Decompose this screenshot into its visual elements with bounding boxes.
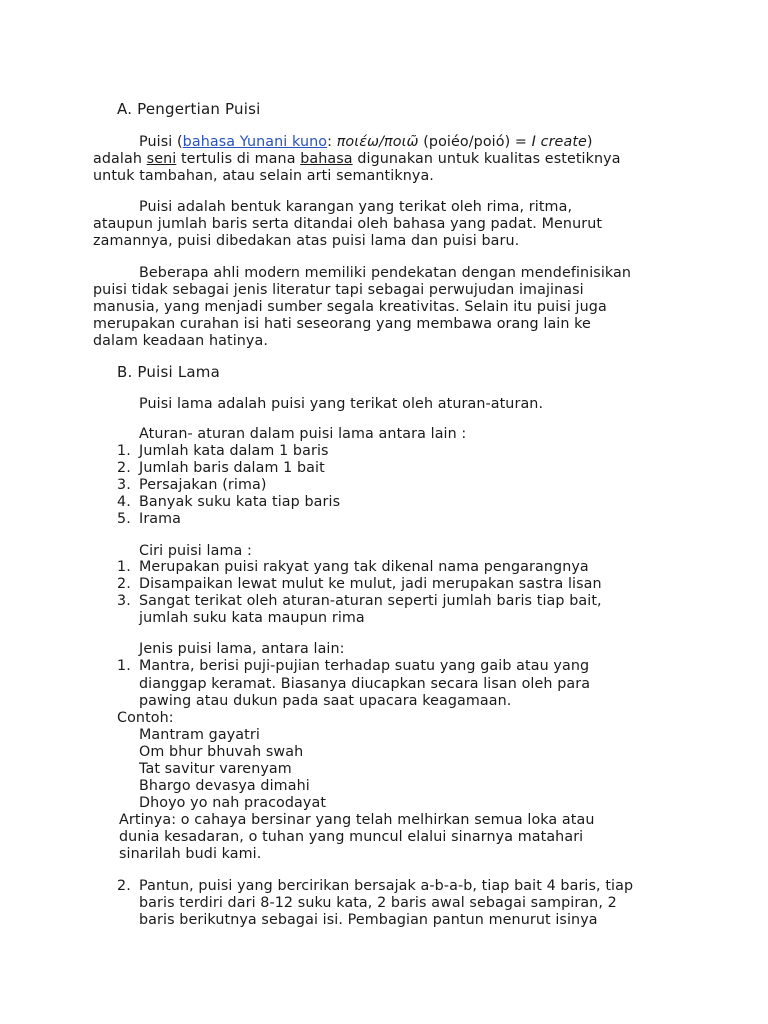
trait-item: Sangat terikat oleh aturan-aturan seperti jumlah baris tiap bait,: [139, 593, 602, 609]
list-number: 3.: [117, 477, 131, 493]
rules-title: Aturan- aturan dalam puisi lama antara lain :: [139, 426, 467, 442]
paragraph-2-line-3: zamannya, puisi dibedakan atas puisi lama dan puisi baru.: [93, 233, 520, 249]
rule-item: Persajakan (rima): [139, 477, 267, 493]
type-pantun-line-2: baris terdiri dari 8-12 suku kata, 2 baris awal sebagai sampiran, 2: [139, 895, 617, 911]
paragraph-3-line-3: manusia, yang menjadi sumber segala kreativitas. Selain itu puisi juga: [93, 299, 607, 315]
paragraph-1-line-3: untuk tambahan, atau selain arti semantiknya.: [93, 168, 434, 184]
type-pantun-line-1: Pantun, puisi yang bercirikan bersajak a-b-a-b, tiap bait 4 baris, tiap: [139, 878, 634, 894]
example-line: Om bhur bhuvah swah: [139, 744, 304, 760]
trait-item: Merupakan puisi rakyat yang tak dikenal nama pengarangnya: [139, 559, 589, 575]
text: ): [586, 134, 593, 150]
list-number: 3.: [117, 593, 131, 609]
rule-item: Jumlah kata dalam 1 baris: [139, 443, 329, 459]
paragraph-1-line-2: [93, 151, 621, 168]
rule-item: Jumlah baris dalam 1 bait: [139, 460, 325, 476]
example-line: Bhargo devasya dimahi: [139, 778, 310, 794]
type-pantun-line-3: baris berikutnya sebagai isi. Pembagian pantun menurut isinya: [139, 912, 598, 928]
paragraph-2-line-1: Puisi adalah bentuk karangan yang terikat oleh rima, ritma,: [139, 199, 573, 215]
types-title: Jenis puisi lama, antara lain:: [139, 641, 345, 657]
rule-item: Irama: [139, 511, 182, 527]
heading-puisi-lama: B. Puisi Lama: [117, 363, 220, 381]
list-number: 2.: [117, 576, 131, 592]
meaning-line-3: sinarilah budi kami.: [119, 846, 262, 862]
list-number: 2.: [117, 878, 131, 894]
list-number: 1.: [117, 658, 131, 674]
link-bahasa-yunani-kuno[interactable]: bahasa Yunani kuno: [182, 134, 328, 150]
text: :: [327, 134, 337, 150]
example-label: Contoh:: [117, 710, 174, 726]
type-mantra-line-1: Mantra, berisi puji-pujian terhadap suatu yang gaib atau yang: [139, 658, 590, 674]
text: (poiéo/poió) =: [418, 134, 532, 150]
list-number: 2.: [117, 460, 131, 476]
paragraph-1-line-1: [139, 134, 593, 151]
paragraph-3-line-1: Beberapa ahli modern memiliki pendekatan dengan mendefinisikan: [139, 265, 632, 281]
link-bahasa[interactable]: bahasa: [300, 151, 353, 167]
text: digunakan untuk kualitas estetiknya: [352, 151, 621, 167]
heading-pengertian-puisi: A. Pengertian Puisi: [117, 100, 261, 118]
paragraph-3-line-5: dalam keadaan hatinya.: [93, 333, 268, 349]
example-line: Dhoyo yo nah pracodayat: [139, 795, 327, 811]
type-mantra-line-3: pawing atau dukun pada saat upacara keagamaan.: [139, 693, 512, 709]
paragraph-3-line-4: merupakan curahan isi hati seseorang yang membawa orang lain ke: [93, 316, 591, 332]
list-number: 4.: [117, 494, 131, 510]
meaning-line-2: dunia kesadaran, o tuhan yang muncul elalui sinarnya matahari: [119, 829, 584, 845]
example-line: Tat savitur varenyam: [139, 761, 292, 777]
text: adalah: [93, 151, 147, 167]
puisi-lama-intro: Puisi lama adalah puisi yang terikat oleh aturan-aturan.: [139, 396, 544, 412]
traits-title: Ciri puisi lama :: [139, 543, 252, 559]
trait-item-continued: jumlah suku kata maupun rima: [139, 610, 365, 626]
list-number: 1.: [117, 559, 131, 575]
rule-item: Banyak suku kata tiap baris: [139, 494, 341, 510]
type-mantra-line-2: dianggap keramat. Biasanya diucapkan secara lisan oleh para: [139, 676, 591, 692]
text: tertulis di mana: [176, 151, 301, 167]
paragraph-3-line-2: puisi tidak sebagai jenis literatur tapi sebagai perwujudan imajinasi: [93, 282, 584, 298]
meaning-line-1: Artinya: o cahaya bersinar yang telah melhirkan semua loka atau: [119, 812, 595, 828]
list-number: 1.: [117, 443, 131, 459]
trait-item: Disampaikan lewat mulut ke mulut, jadi merupakan sastra lisan: [139, 576, 602, 592]
text: Puisi (: [139, 134, 183, 150]
greek-word: ποιέω/ποιῶ: [336, 134, 419, 150]
paragraph-2-line-2: ataupun jumlah baris serta ditandai oleh bahasa yang padat. Menurut: [93, 216, 603, 232]
i-create: I create: [531, 134, 587, 150]
link-seni[interactable]: seni: [146, 151, 177, 167]
example-line: Mantram gayatri: [139, 727, 260, 743]
list-number: 5.: [117, 511, 131, 527]
